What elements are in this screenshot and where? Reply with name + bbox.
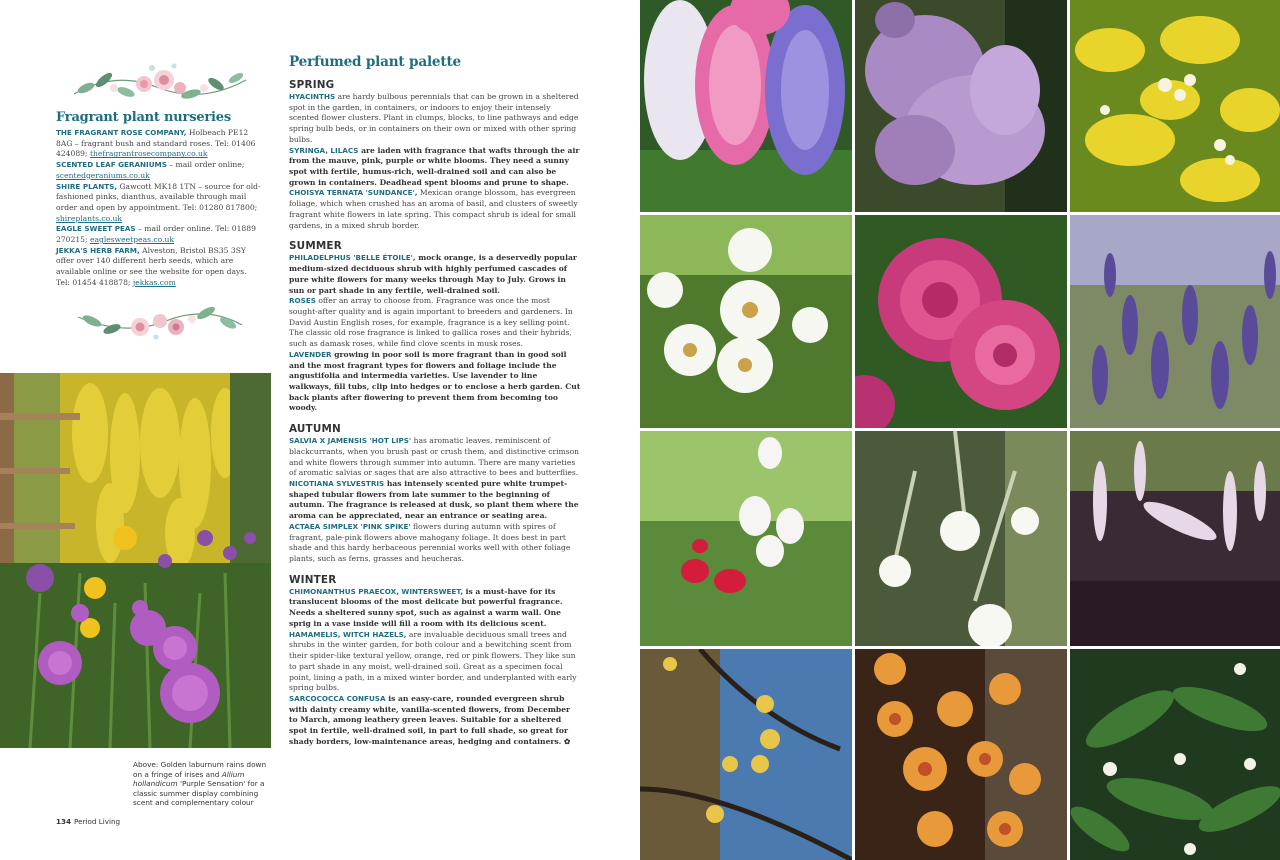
plant-name: SALVIA X JAMENSIS 'HOT LIPS' [289,436,412,446]
plant-name: HAMAMELIS, WITCH HAZELS, [289,629,407,639]
plant-description: growing in poor soil is more fragrant than in good soil and the most fragrant types for flowers and foliage include the angustifolia and intermedia varieties. Use lavender to line walkways, fill tubs, clip into hedges or to enclose a herb garden. Cut back plants after flowering to prevent them from becoming too woody. [289,349,581,413]
nicotiana-image [855,431,1067,646]
nursery-list [56,128,262,289]
nursery-details: Holbeach PE12 8AG – fragrant bush and standard roses. Tel: 01406 424089; [56,128,256,159]
nursery-website-link[interactable]: shireplants.co.uk [56,213,123,223]
photo-lavender [1070,215,1280,428]
plant-name: NICOTIANA SYLVESTRIS [289,479,385,488]
photo-caption [133,760,273,808]
season-heading-summer: SUMMER [289,240,342,253]
nursery-details: Gawcott MK18 1TN – source for old-fashioned pinks, dianthus, available through mail order and open by appointment. Tel: 01280 817800; [56,181,261,212]
plant-name: CHIMONANTHUS PRAECOX, WINTERSWEET, [289,586,463,596]
plant-entry [289,587,581,630]
nursery-entry [56,160,262,181]
plant-description: are laden with fragrance that wafts through the air from the mauve, pink, purple or white blooms. They need a sunny spot with fertile, humus-rich, well-drained soil and can also be grown in containers. Deadhead spent blooms and prune to shape. [289,145,580,187]
nursery-entry [56,128,262,160]
salvia-hot-lips-image [640,431,852,646]
nursery-name: THE FRAGRANT ROSE COMPANY, [56,128,187,137]
photo-philadelphus [640,215,852,428]
season-heading-spring: SPRING [289,79,335,91]
season-heading-winter: WINTER [289,573,337,586]
plant-description: has intensely scented pure white trumpet-shaped tubular flowers from late summer to the beginning of autumn. The fragrance is released at dusk, so plant them where the aroma can be appreciated, near an entrance or seating area. [289,479,579,521]
wintersweet-image [640,649,852,860]
season-entries-winter [289,587,581,748]
caption-text-end: 'Purple Sensation' for a classic summer display combining scent and complementary colour [133,779,265,808]
plant-description: flowers during autumn with spires of fragrant, pale-pink flowers above mahogany foliage. It does best in part shade and this hardy herbaceous perennial works well with other foliage plants, such as ferns, grasses and heucheras. [289,521,571,564]
nursery-website-link[interactable]: scentedgeraniums.co.uk [56,170,150,180]
photo-witch-hazel [855,649,1067,860]
roses-image [855,215,1067,428]
plant-entry [289,92,581,146]
plant-name: ACTAEA SIMPLEX 'PINK SPIKE' [289,521,411,531]
plant-entry [289,188,581,231]
season-heading-autumn: AUTUMN [289,423,341,436]
sarcococca-image [1070,649,1280,860]
photo-actaea-pink-spike [1070,431,1280,646]
nursery-entry [56,246,262,289]
witch-hazel-image [855,649,1067,860]
season-entries-autumn [289,436,581,565]
plant-name: SARCOCOCCA CONFUSA [289,693,386,703]
plant-entry [289,436,581,479]
nursery-entry [56,224,262,245]
magazine-name: Period Living [74,817,121,826]
caption-text: Above: Golden laburnum rains down on a fringe of irises and [133,760,267,779]
plant-description: has aromatic leaves, reminiscent of blackcurrants, when you brush past or crush them, and distinctive crimson and white flowers through summer into autumn. There are many varieties of aromatic salvias or sages that are also attractive to bees and butterflies. [289,436,580,478]
philadelphus-image [640,215,852,428]
perfumed-plant-palette [289,54,581,757]
plant-entry [289,694,581,748]
nursery-entry [56,182,262,225]
laburnum-garden-image [0,373,271,748]
nursery-name: SCENTED LEAF GERANIUMS [56,160,167,170]
nursery-name: EAGLE SWEET PEAS [56,224,136,234]
nursery-details: – mail order online; [166,160,245,170]
photo-roses [855,215,1067,428]
floral-garland-icon [56,297,262,345]
nurseries-title: Fragrant plant nurseries [56,110,231,125]
plant-name: SYRINGA, LILACS [289,145,359,155]
plant-entry [289,146,581,189]
season-entries-spring [289,92,581,231]
laburnum-garden-photo [0,373,271,748]
nursery-details: Alveston, Bristol BS35 3SY offer over 140 different herb seeds, which are available online or see the website for open days. Tel: 01454 418878; [56,245,247,287]
plant-name: LAVENDER [289,349,332,359]
page-number: 134 [56,817,72,826]
plant-entry [289,296,581,350]
photo-sarcococca [1070,649,1280,860]
lavender-image [1070,215,1280,428]
caption-latin-name: Allium hollandicum [133,769,245,789]
nursery-name: JEKKA'S HERB FARM, [56,245,140,255]
nursery-details: – mail order online. Tel: 01889 270215; [56,224,256,245]
right-page-photo-grid [640,0,1280,860]
nursery-website-link[interactable]: thefragrantrosecompany.co.uk [89,149,208,159]
plant-entry [289,630,581,694]
palette-title: Perfumed plant palette [289,54,461,70]
plant-entry [289,350,581,414]
nursery-website-link[interactable]: eaglesweetpeas.co.uk [89,235,175,245]
actaea-pink-spike-image [1070,431,1280,646]
hyacinths-image [640,0,852,212]
photo-choisya [1070,0,1280,212]
photo-salvia-hot-lips [640,431,852,646]
plant-name: PHILADELPHUS 'BELLE ÉTOILE', [289,253,416,263]
nursery-name: SHIRE PLANTS, [56,181,118,191]
plant-name: CHOISYA TERNATA 'SUNDANCE', [289,188,418,198]
plant-entry [289,253,581,296]
nurseries-panel [56,58,262,345]
plant-name: HYACINTHS [289,92,336,101]
plant-description: are invaluable deciduous small trees and shrubs in the winter garden, for both colour and a bewitching scent from their spider-like textural yellow, orange, red or pink flowers. They like sun to part shade in any moist, well-drained soil. Great as a specimen focal point, lining a path, in a mixed winter border, and underplanted with early spring bulbs. [289,629,577,693]
plant-description: mock orange, is a deservedly popular medium-sized deciduous shrub with highly perfumed cascades of pure white flowers for many weeks through May to July. Grows in sun or part shade in any fertile, well-drained soil. [289,253,577,295]
plant-description: is a must-have for its translucent blooms of the most delicate but powerful fragrance. Needs a sheltered sunny spot, such as against a warm wall. One sprig in a vase inside will fill a room with its delicious scent. [289,586,563,628]
plant-description: is an easy-care, rounded evergreen shrub with dainty creamy white, vanilla-scented flowers, from December to March, among leathery green leaves. Suitable for a sheltered spot in fertile, well-drained soil, in part to full shade, so great for shady borders, low-maintenance areas, hedging and containers. ✿ [289,693,571,746]
season-entries-summer [289,253,581,414]
photo-wintersweet [640,649,852,860]
lilacs-image [855,0,1067,212]
plant-entry [289,479,581,522]
plant-description: are hardy bulbous perennials that can be grown in a sheltered spot in the garden, in containers, or indoors to enjoy their intensely scented flower clusters. Plant in clumps, blocks, to line pathways and edge spring bulb beds, or in containers on their own or mixed with other spring bulbs. [289,92,579,144]
photo-hyacinths [640,0,852,212]
plant-name: ROSES [289,296,316,306]
choisya-image [1070,0,1280,212]
plant-description: offer an array to choose from. Fragrance was once the most sought-after quality and is again important to breeders and gardeners. In David Austin English roses, for example, fragrance is a key selling point. The classic old rose fragrance is linked to gallica roses and their hybrids, such as damask roses, while find clove scents in musk roses. [289,296,573,349]
floral-garland-icon [56,58,262,106]
plant-entry [289,522,581,565]
photo-nicotiana [855,431,1067,646]
plant-description: Mexican orange blossom, has evergreen foliage, which when crushed has an aroma of basil, and clusters of sweetly fragrant white flowers in late spring. This compact shrub is ideal for small gardens, in a mixed shrub border. [289,188,578,230]
page-folio [56,817,120,826]
photo-lilacs [855,0,1067,212]
nursery-website-link[interactable]: jekkas.com [132,277,176,287]
